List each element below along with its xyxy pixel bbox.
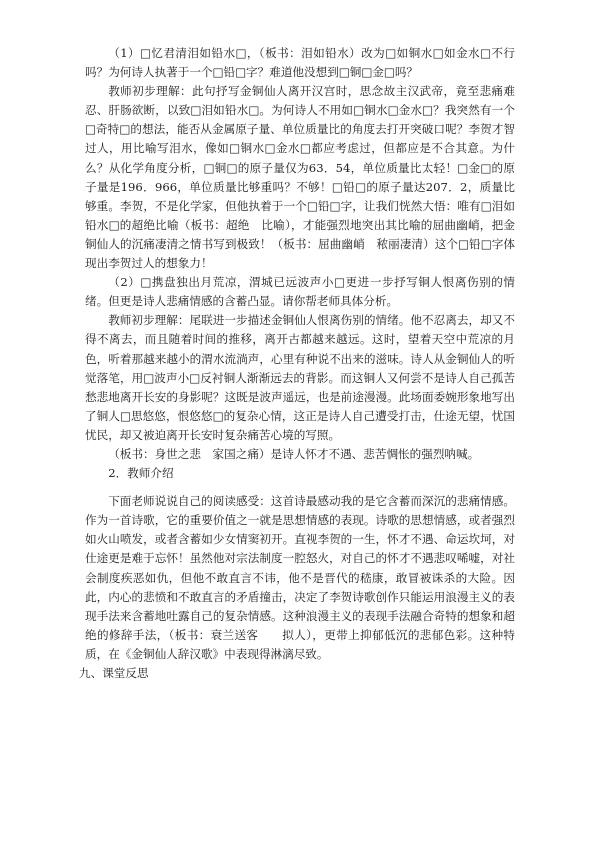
teacher-intro-heading: 2．教师介绍 [108, 466, 174, 481]
question-1: （1）□忆君清泪如铅水□，（板书：泪如铅水）改为□如铜水□如金水□不行吗？为何诗人执著于一个□铅□字？难道他没想到□铜□金□吗？ [85, 46, 515, 80]
question-2-analysis: 教师初步理解：尾联进一步描述金铜仙人恨离伤别的情绪。他不忍离去，却又不得不离去，而且随着时间的推移，离开古都越来越远。这时，望着天空中荒凉的月色，听着那越来越小的渭水流淌声，心里有种说不出来的滋味。诗人从金铜仙人的听觉落笔，用□波声小□反衬铜人渐渐远去的背影。而这铜人又何尝不是诗人自己孤苦愁悲地离开长安的身影呢？这既是波声遥远，也是前途漫漫。此场面委婉形象地写出了铜人□思悠悠，恨悠悠□的复杂心情，这正是诗人自己遭受打击，仕途无望，忧国忧民，却又被迫离开长安时复杂痛苦心境的写照。 [85, 313, 515, 442]
spacer [85, 483, 515, 492]
document-page [79, 44, 515, 683]
question-2: （2）□携盘独出月荒凉，渭城已远波声小□更进一步抒写铜人恨离伤别的情绪。但更是诗人悲痛情感的含蓄凸显。请你帮老师具体分析。 [85, 275, 515, 309]
section-heading: 九、课堂反思 [79, 666, 149, 680]
teacher-intro-text: 下面老师说说自己的阅读感受：这首诗最感动我的是它含蓄而深沉的悲痛情感。作为一首诗歌，它的重要价值之一就是思想情感的表现。诗歌的思想情感，或者强烈如火山喷发，或者含蓄如少女情窦初开。直视李贺的一生，怀才不遇、命运坎坷，对仕途更是难于忘怀！虽然他对宗法制度一腔怒火，对自己的怀才不遇悲叹唏嘘，对社会制度疾恶如仇，但他不敢直言不讳，他不是晋代的嵇康，敢冒被诛杀的大险。因此，内心的悲愤和不敢直言的矛盾撞击，决定了李贺诗歌创作只能运用浪漫主义的表现手法来含蓄地吐露自己的复杂情感。这种浪漫主义的表现手法融合奇特的想象和超绝的修辞手法，（板书：衰兰送客 拟人），更带上抑郁低沉的悲郁色彩。这种特质，在《金铜仙人辞汉歌》中表现得淋漓尽致。 [85, 494, 515, 661]
question-1-analysis: 教师初步理解：此句抒写金铜仙人离开汉宫时，思念故主汉武帝，竟至悲痛难忍、肝肠欲断，以致□泪如铅水□。为何诗人不用如□铜水□金水□？我突然有一个□奇特□的想法，能否从金属原子量、单位质量比的角度去打开突破口呢？李贺才智过人，用比喻写泪水，像如□铜水□金水□都应考虑过，但都应是不合其意。为什么？从化学角度分析，□铜□的原子量仅为63．54，单位质量比太轻！□金□的原子量是196．966，单位质量比够重吗？不够！□铅□的原子量达207．2，质量比够重。李贺，不是化学家，但他执着于一个□铅□字，让我们恍然大悟：唯有□泪如铅水□的超绝比喻（板书：超绝 比喻），才能强烈地突出其比喻的屈曲幽峭，把金铜仙人的沉痛凄清之情书写到极致！（板书：屈曲幽峭 秾丽凄清）这个□铅□字体现出李贺过人的想象力！ [85, 84, 515, 271]
board-note: （板书：身世之悲 家国之痛）是诗人怀才不遇、悲苦惆怅的强烈呐喊。 [108, 446, 480, 461]
